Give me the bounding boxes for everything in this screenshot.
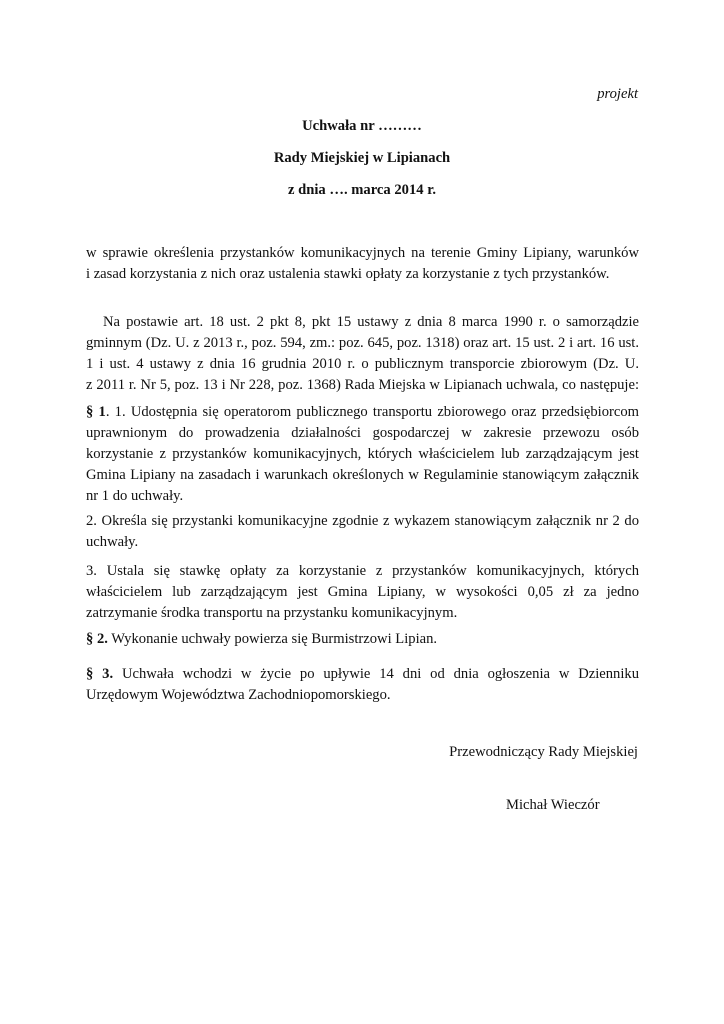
section-3-first-line: Uchwała wchodzi w życie po upływie 14 dni od dnia ogłoszenia w Dzienniku [113, 666, 639, 682]
council-name: Rady Miejskiej w Lipianach [273, 150, 451, 166]
resolution-number: Uchwała nr ……… [302, 118, 422, 134]
resolution-date: z dnia …. marca 2014 r. [288, 182, 436, 198]
signature-title: Przewodniczący Rady Miejskiej [449, 744, 638, 760]
section-2-marker: § 2. [86, 631, 108, 647]
preamble-line-2: gminnym (Dz. U. z 2013 r., poz. 594, zm.: poz. 645, poz. 1318) oraz art. 15 ust. 2 i art. 16 ust. [86, 335, 639, 351]
preamble-line-1: Na postawie art. 18 ust. 2 pkt 8, pkt 15 ustawy z dnia 8 marca 1990 r. o samorządzie [103, 314, 639, 330]
section-1-first-line: . 1. Udostępnia się operatorom publicznego transportu zbiorowego oraz przedsiębiorcom [105, 404, 639, 420]
section-3-marker: § 3. [86, 666, 114, 682]
section-1-line-1 [86, 402, 639, 423]
section-1-marker: § 1 [86, 404, 106, 420]
section-3 [86, 664, 639, 706]
point-2-line-2: uchwały. [86, 534, 139, 550]
section-1-point-2 [86, 511, 639, 553]
section-1-line-2: uprawnionym do prowadzenia działalności gospodarczej w zakresie przewozu osób [86, 425, 639, 441]
section-1-line-3: korzystanie z przystanków komunikacyjnych, których właścicielem lub zarządzającym jest [86, 446, 639, 462]
subject-line-1: w sprawie określenia przystanków komunikacyjnych na terenie Gminy Lipiany, warunków [86, 245, 639, 261]
section-1-line-4: Gmina Lipiany na zasadach i warunkach określonych w Regulaminie stanowiącym załącznik [86, 467, 639, 483]
section-2-line [86, 629, 639, 650]
section-3-line-2: Urzędowym Województwa Zachodniopomorskiego. [86, 687, 391, 703]
preamble-line-3: 1 i ust. 4 ustawy z dnia 16 grudnia 2010 r. o publicznym transporcie zbiorowym (Dz. U. [86, 356, 639, 372]
section-2-text: Wykonanie uchwały powierza się Burmistrzowi Lipian. [107, 631, 438, 647]
preamble [86, 312, 639, 396]
resolution-subject [86, 243, 639, 285]
point-2-line-1: 2. Określa się przystanki komunikacyjne zgodnie z wykazem stanowiącym załącznik nr 2 do [86, 513, 639, 529]
section-2 [86, 629, 639, 650]
section-3-line-1 [86, 664, 639, 685]
subject-line-2: i zasad korzystania z nich oraz ustalenia stawki opłaty za korzystanie z tych przystanków. [86, 266, 610, 282]
signature-name: Michał Wieczór [506, 797, 600, 813]
point-3-line-1: 3. Ustala się stawkę opłaty za korzystanie z przystanków komunikacyjnych, których [86, 563, 639, 579]
section-1-point-3 [86, 561, 639, 624]
draft-label: projekt [597, 86, 638, 102]
preamble-line-4: z 2011 r. Nr 5, poz. 13 i Nr 228, poz. 1368) Rada Miejska w Lipianach uchwala, co następuje: [86, 377, 639, 393]
point-3-line-2: właścicielem lub zarządzającym jest Gmina Lipiany, w wysokości 0,05 zł za jedno [86, 584, 639, 600]
point-3-line-3: zatrzymanie środka transportu na przystanku komunikacyjnym. [86, 605, 458, 621]
section-1-point-1 [86, 402, 639, 507]
section-1-line-5: nr 1 do uchwały. [86, 488, 184, 504]
